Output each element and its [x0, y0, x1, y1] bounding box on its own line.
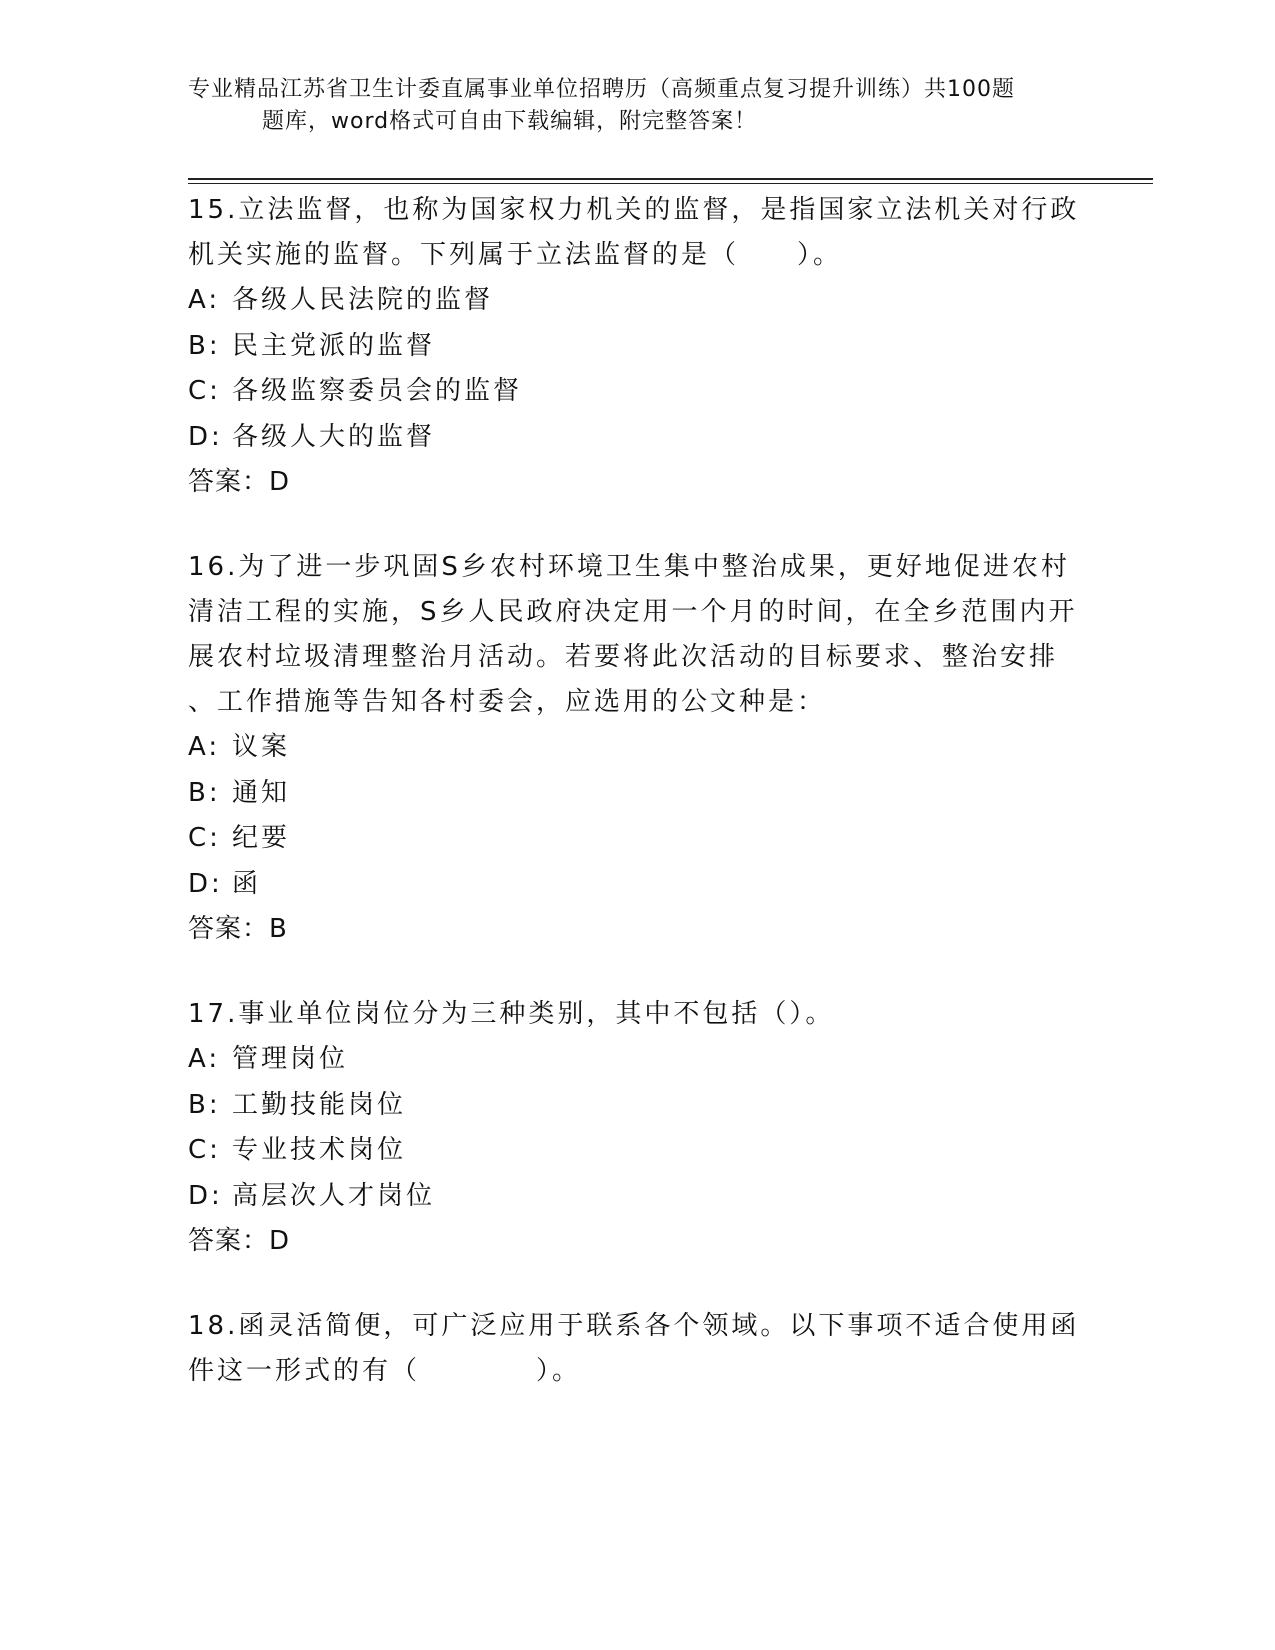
- option-text: 纪要: [232, 823, 291, 853]
- option-text: 民主党派的监督: [232, 330, 436, 361]
- option-text: 各级监察委员会的监督: [232, 376, 523, 406]
- option-c: [188, 816, 1088, 862]
- question-text: [188, 545, 1088, 725]
- question-18: [188, 1304, 1088, 1394]
- option-key: A:: [188, 285, 221, 315]
- option-key: D:: [188, 868, 223, 899]
- question-text-line: 18.函灵活简便，可广泛应用于联系各个领域。以下事项不适合使用函: [188, 1311, 1080, 1341]
- question-list: [188, 188, 1088, 1427]
- option-b: [188, 771, 1088, 817]
- header-line-2: 题库，word格式可自由下载编辑，附完整答案！: [262, 109, 758, 134]
- option-key: B:: [188, 777, 221, 808]
- question-17: [188, 992, 1088, 1264]
- option-text: 高层次人才岗位: [232, 1180, 436, 1211]
- header-divider-thin: [188, 183, 1153, 184]
- option-text: 函: [232, 868, 262, 899]
- option-key: D:: [188, 1180, 223, 1211]
- option-text: 各级人民法院的监督: [232, 285, 494, 315]
- question-text-line: 机关实施的监督。下列属于立法监督的是（ ）。: [188, 240, 843, 270]
- answer: 答案：D: [188, 467, 291, 497]
- header-divider-thick: [188, 178, 1153, 180]
- question-text-line: 16.为了进一步巩固S乡农村环境卫生集中整治成果，更好地促进农村: [188, 552, 1070, 582]
- option-a: [188, 278, 1088, 324]
- option-text: 各级人大的监督: [232, 421, 436, 452]
- option-b: [188, 324, 1088, 370]
- option-text: 专业技术岗位: [232, 1135, 407, 1165]
- option-key: C:: [188, 1135, 221, 1165]
- option-d: [188, 862, 1088, 908]
- question-text: [188, 1304, 1088, 1394]
- option-c: [188, 369, 1088, 415]
- option-d: [188, 1174, 1088, 1220]
- option-key: B:: [188, 1089, 221, 1120]
- option-key: A:: [188, 732, 221, 762]
- question-16: [188, 545, 1088, 952]
- header-line-1: 专业精品江苏省卫生计委直属事业单位招聘历（高频重点复习提升训练）共100题: [188, 77, 1015, 102]
- option-d: [188, 415, 1088, 461]
- question-15: [188, 188, 1088, 505]
- answer: 答案：B: [188, 914, 288, 944]
- question-text: [188, 992, 1088, 1037]
- question-text: [188, 188, 1088, 278]
- option-text: 通知: [232, 777, 291, 808]
- option-text: 管理岗位: [232, 1044, 349, 1074]
- option-key: D:: [188, 421, 223, 452]
- question-text-line: 15.立法监督，也称为国家权力机关的监督，是指国家立法机关对行政: [188, 195, 1080, 225]
- option-a: [188, 1037, 1088, 1083]
- option-c: [188, 1128, 1088, 1174]
- option-text: 工勤技能岗位: [232, 1089, 407, 1120]
- option-b: [188, 1083, 1088, 1129]
- question-text-line: 17.事业单位岗位分为三种类别，其中不包括（）。: [188, 999, 835, 1029]
- option-key: C:: [188, 823, 221, 853]
- question-text-line: 展农村垃圾清理整治月活动。若要将此次活动的目标要求、整治安排: [188, 642, 1059, 672]
- question-text-line: 、工作措施等告知各村委会，应选用的公文种是：: [188, 687, 827, 717]
- option-key: A:: [188, 1044, 221, 1074]
- option-text: 议案: [232, 732, 291, 762]
- document-header: [188, 74, 1088, 138]
- question-text-line: 件这一形式的有（ ）。: [188, 1356, 582, 1386]
- option-key: B:: [188, 330, 221, 361]
- option-a: [188, 725, 1088, 771]
- option-key: C:: [188, 376, 221, 406]
- question-text-line: 清洁工程的实施，S乡人民政府决定用一个月的时间，在全乡范围内开: [188, 597, 1078, 627]
- answer: 答案：D: [188, 1226, 291, 1256]
